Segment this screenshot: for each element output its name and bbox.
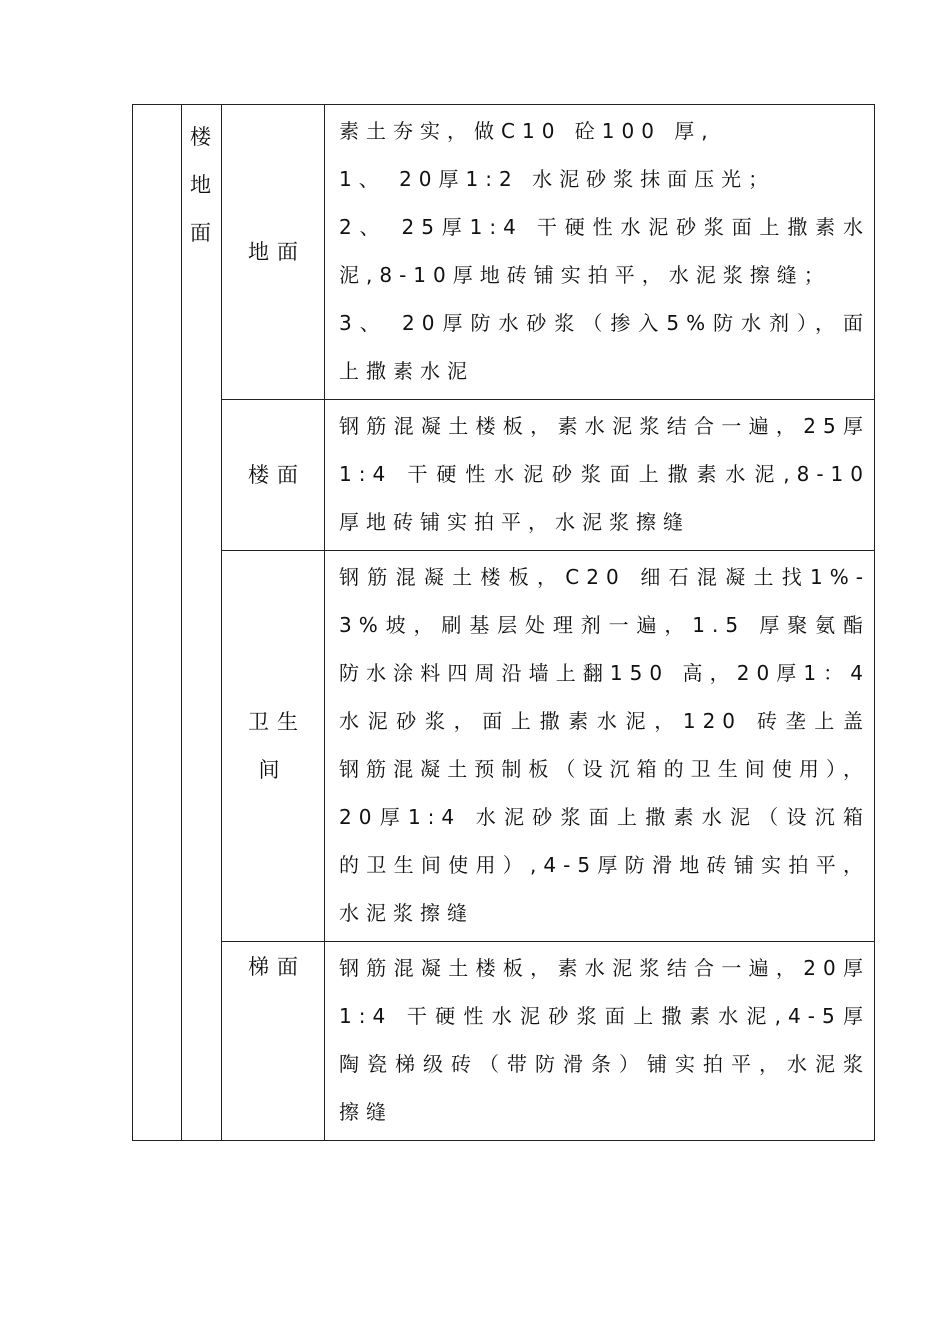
description-line: 3、 20厚防水砂浆（掺入5%防水剂），面上撒素水泥	[339, 311, 870, 383]
category-cell	[182, 105, 222, 1141]
construction-spec-table	[132, 104, 875, 1141]
item-cell	[222, 105, 325, 400]
description-line: 钢筋混凝土楼板，素水泥浆结合一遍，20厚1:4 干硬性水泥砂浆面上撒素水泥,4-5厚陶瓷梯级砖（带防滑条）铺实拍平，水泥浆擦缝	[339, 956, 870, 1124]
description-text	[325, 942, 874, 1140]
description-line: 钢筋混凝土楼板，C20 细石混凝土找1%-3%坡，刷基层处理剂一遍，1.5 厚聚氨酯防水涂料四周沿墙上翻150 高，20厚1：4水泥砂浆，面上撒素水泥，120 砖垄上盖钢筋混凝土预制板（设沉箱的卫生间使用），20厚1:4 水泥砂浆面上撒素水泥（设沉箱的卫生间使用）,4-5厚防滑地砖铺实拍平，水泥浆擦缝	[339, 565, 870, 925]
description-cell	[325, 942, 875, 1141]
description-cell	[325, 551, 875, 942]
description-line: 2、 25厚1:4 干硬性水泥砂浆面上撒素水泥,8-10厚地砖铺实拍平，水泥浆擦缝；	[339, 215, 870, 287]
table-row	[133, 105, 875, 400]
item-cell	[222, 400, 325, 551]
blank-index-cell	[133, 105, 182, 1141]
description-cell	[325, 105, 875, 400]
item-cell	[222, 551, 325, 942]
item-label-loumian: 楼面	[248, 463, 306, 487]
description-text	[325, 400, 874, 550]
item-label-dimian: 地面	[248, 240, 306, 264]
description-line: 1、 20厚1:2 水泥砂浆抹面压光；	[339, 167, 776, 191]
table-row	[133, 942, 875, 1141]
table-row	[133, 551, 875, 942]
item-label-weishengjian: 卫生间	[248, 710, 306, 782]
item-label-timian: 梯面	[248, 955, 306, 979]
description-line: 素土夯实，做C10 砼100 厚,	[339, 119, 715, 143]
description-cell	[325, 400, 875, 551]
description-text	[325, 551, 874, 941]
table-row	[133, 400, 875, 551]
category-label: 楼地面	[190, 125, 211, 245]
description-text	[325, 105, 874, 399]
item-cell	[222, 942, 325, 1141]
description-line: 钢筋混凝土楼板，素水泥浆结合一遍，25厚1:4 干硬性水泥砂浆面上撒素水泥,8-10厚地砖铺实拍平，水泥浆擦缝	[339, 414, 870, 534]
